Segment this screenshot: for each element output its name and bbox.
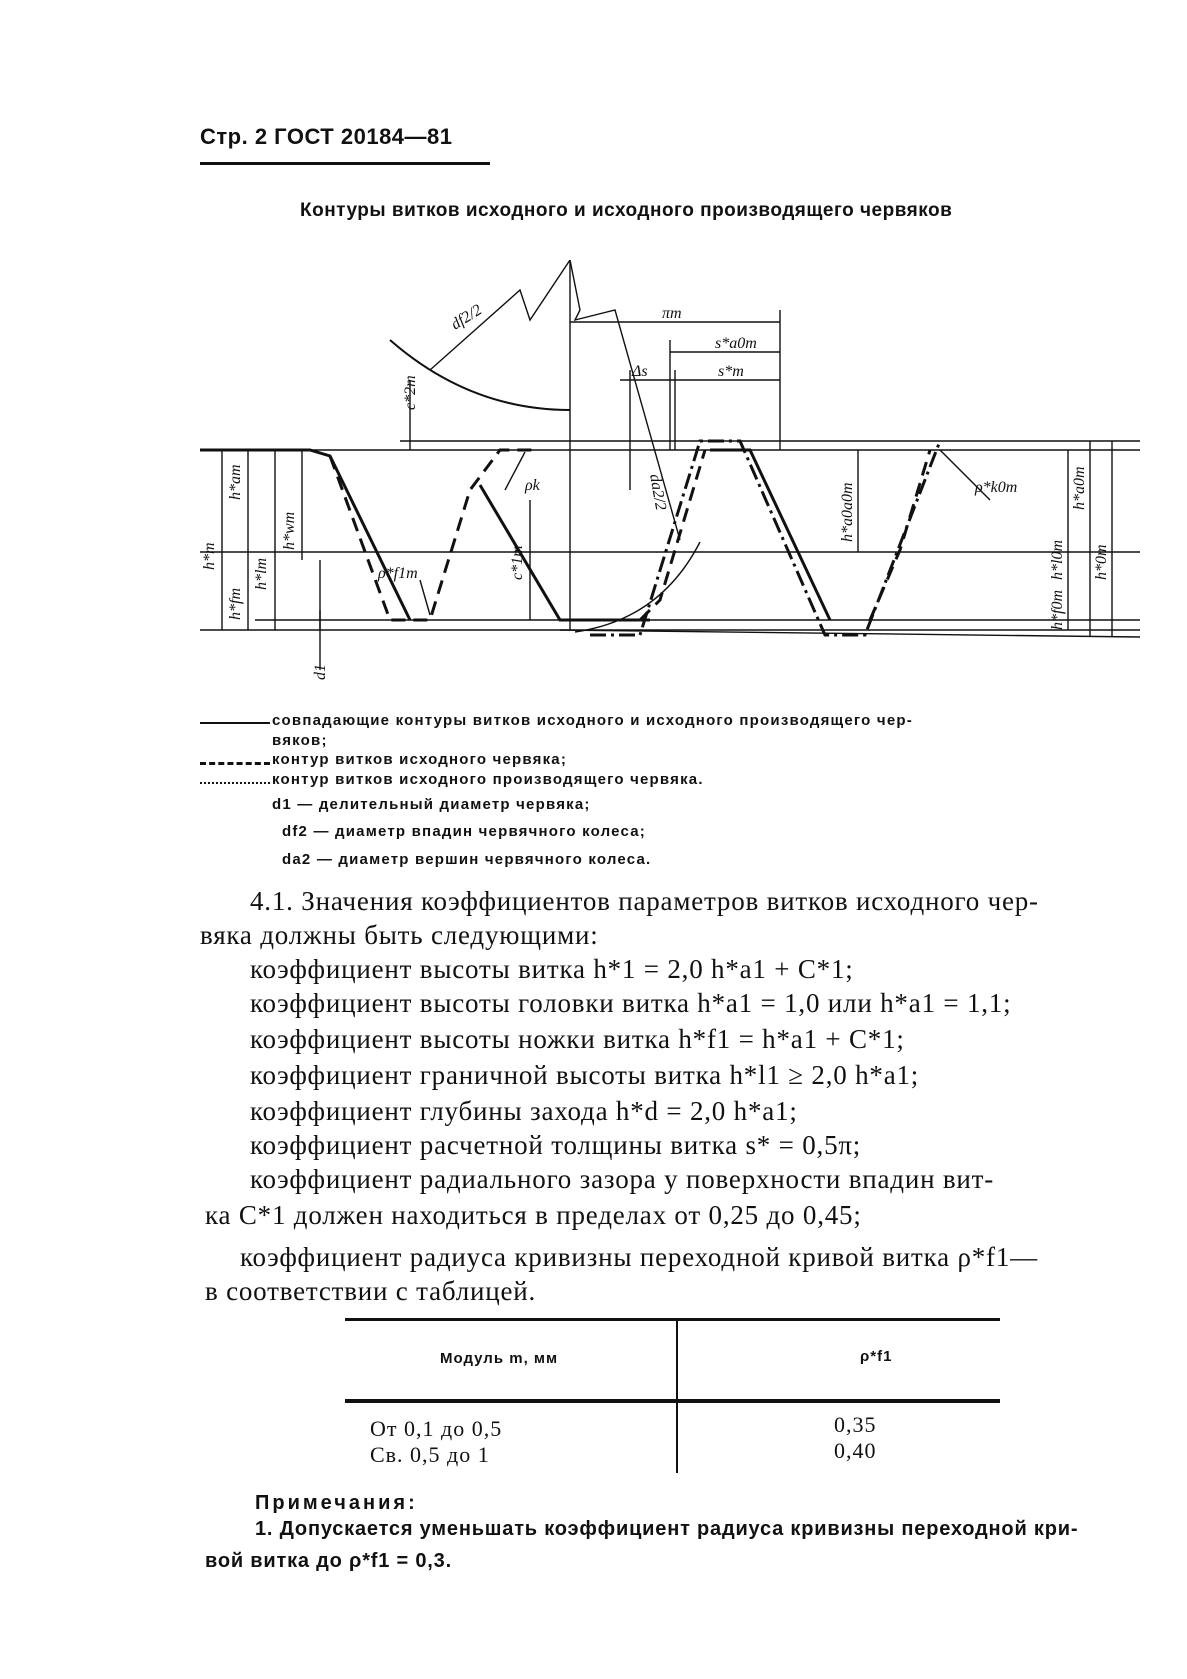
table-top-rule: [345, 1318, 1000, 1321]
table-header-divider: [676, 1320, 678, 1400]
coef-boundary-height: коэффициент граничной высоты витка h*l1 ≥ 2,0 h*a1;: [250, 1060, 920, 1090]
notes-heading: Примечания:: [255, 1492, 418, 1514]
legend-d1: d1 — делительный диаметр червяка;: [272, 796, 591, 813]
label-hl0: h*l0m: [1049, 540, 1066, 580]
legend-dashdot-sample: [200, 782, 270, 784]
coef-clearance: коэффициент радиального зазора у поверхности впадин вит-: [250, 1164, 995, 1194]
legend-solid-cont: вяков;: [272, 732, 328, 749]
label-c1: c*1m: [509, 545, 526, 580]
label-s-m: s*m: [718, 363, 744, 380]
label-df2: df2/2: [448, 301, 486, 334]
table-col-rho: ρ*f1: [860, 1348, 893, 1365]
note-1-cont: вой витка до ρ*f1 = 0,3.: [205, 1550, 452, 1572]
label-ha-m: h*am: [227, 464, 244, 500]
label-sa0: s*a0m: [715, 335, 757, 352]
label-h-m: h*m: [201, 542, 218, 570]
table-header-rule: [345, 1399, 1000, 1403]
label-hl-m: h*lm: [253, 558, 270, 590]
legend-dashdot: контур витков исходного производящего червяка.: [272, 771, 704, 788]
coef-thickness: коэффициент расчетной толщины витка s* = 0,5π;: [250, 1130, 862, 1160]
legend-dashed: контур витков исходного червяка;: [272, 751, 568, 768]
label-hf-m: h*fm: [227, 588, 244, 620]
table-row-2-range: Св. 0,5 до 1: [370, 1442, 490, 1467]
page-header: Стр. 2 ГОСТ 20184—81: [200, 124, 453, 149]
solid-flank-3: [710, 450, 830, 620]
coef-thread-height: коэффициент высоты витка h*1 = 2,0 h*a1 + C*1;: [250, 954, 854, 984]
legend-da2: da2 — диаметр вершин червячного колеса.: [282, 851, 652, 868]
dashed-contour-1: [330, 450, 535, 620]
label-ha0: h*a0m: [1071, 466, 1088, 510]
label-rho-f1: ρ*f1m: [378, 565, 418, 582]
coef-fillet-radius-cont: в соответствии с таблицей.: [205, 1276, 537, 1306]
dashdot-contour: [590, 441, 940, 635]
label-pi-m: πm: [662, 305, 682, 322]
figure-title: Контуры витков исходного и исходного производящего червяков: [300, 200, 953, 221]
note-1: 1. Допускается уменьшать коэффициент радиуса кривизны переходной кри-: [255, 1518, 1079, 1540]
table-row-1-value: 0,35: [834, 1412, 877, 1437]
para-4-1: 4.1. Значения коэффициентов параметров витков исходного чер-: [250, 886, 1039, 916]
label-rho-k0: ρ*k0m: [975, 479, 1018, 496]
label-hw-m: h*wm: [281, 511, 298, 550]
label-hf0: h*f0m: [1049, 590, 1066, 630]
coef-dedendum: коэффициент высоты ножки витка h*f1 = h*a1 + C*1;: [250, 1024, 905, 1054]
legend-dashed-sample: [200, 762, 270, 765]
header-rule: [200, 162, 490, 165]
legend-solid: совпадающие контуры витков исходного и исходного производящего чер-: [272, 712, 913, 729]
label-d1: d1: [312, 664, 329, 680]
label-delta-s: Δs: [632, 363, 648, 380]
thread-profile-drawing: [0, 260, 1187, 690]
coef-addendum: коэффициент высоты головки витка h*a1 = 1,0 или h*a1 = 1,1;: [250, 988, 1012, 1018]
table-row-2-value: 0,40: [834, 1438, 877, 1463]
coef-fillet-radius: коэффициент радиуса кривизны переходной кривой витка ρ*f1—: [240, 1242, 1038, 1272]
coef-working-depth: коэффициент глубины захода h*d = 2,0 h*a1;: [250, 1096, 798, 1126]
table-body-divider: [676, 1403, 678, 1473]
label-da2: da2/2: [646, 472, 670, 512]
coef-clearance-cont: ка C*1 должен находиться в пределах от 0,25 до 0,45;: [205, 1200, 862, 1230]
para-line-2: вяка должны быть следующими:: [200, 920, 599, 950]
legend-df2: df2 — диаметр впадин червячного колеса;: [282, 823, 646, 840]
label-rho-k: ρk: [525, 477, 540, 494]
label-ha0a0: h*a0a0m: [839, 482, 856, 542]
table-row-1-range: От 0,1 до 0,5: [370, 1416, 503, 1441]
legend-solid-sample: [200, 722, 270, 724]
dashed-contour-3: [870, 450, 930, 620]
label-h0: h*0m: [1093, 544, 1110, 580]
label-c2: c*2m: [402, 375, 419, 410]
table-col-module: Модуль m, мм: [440, 1350, 559, 1367]
